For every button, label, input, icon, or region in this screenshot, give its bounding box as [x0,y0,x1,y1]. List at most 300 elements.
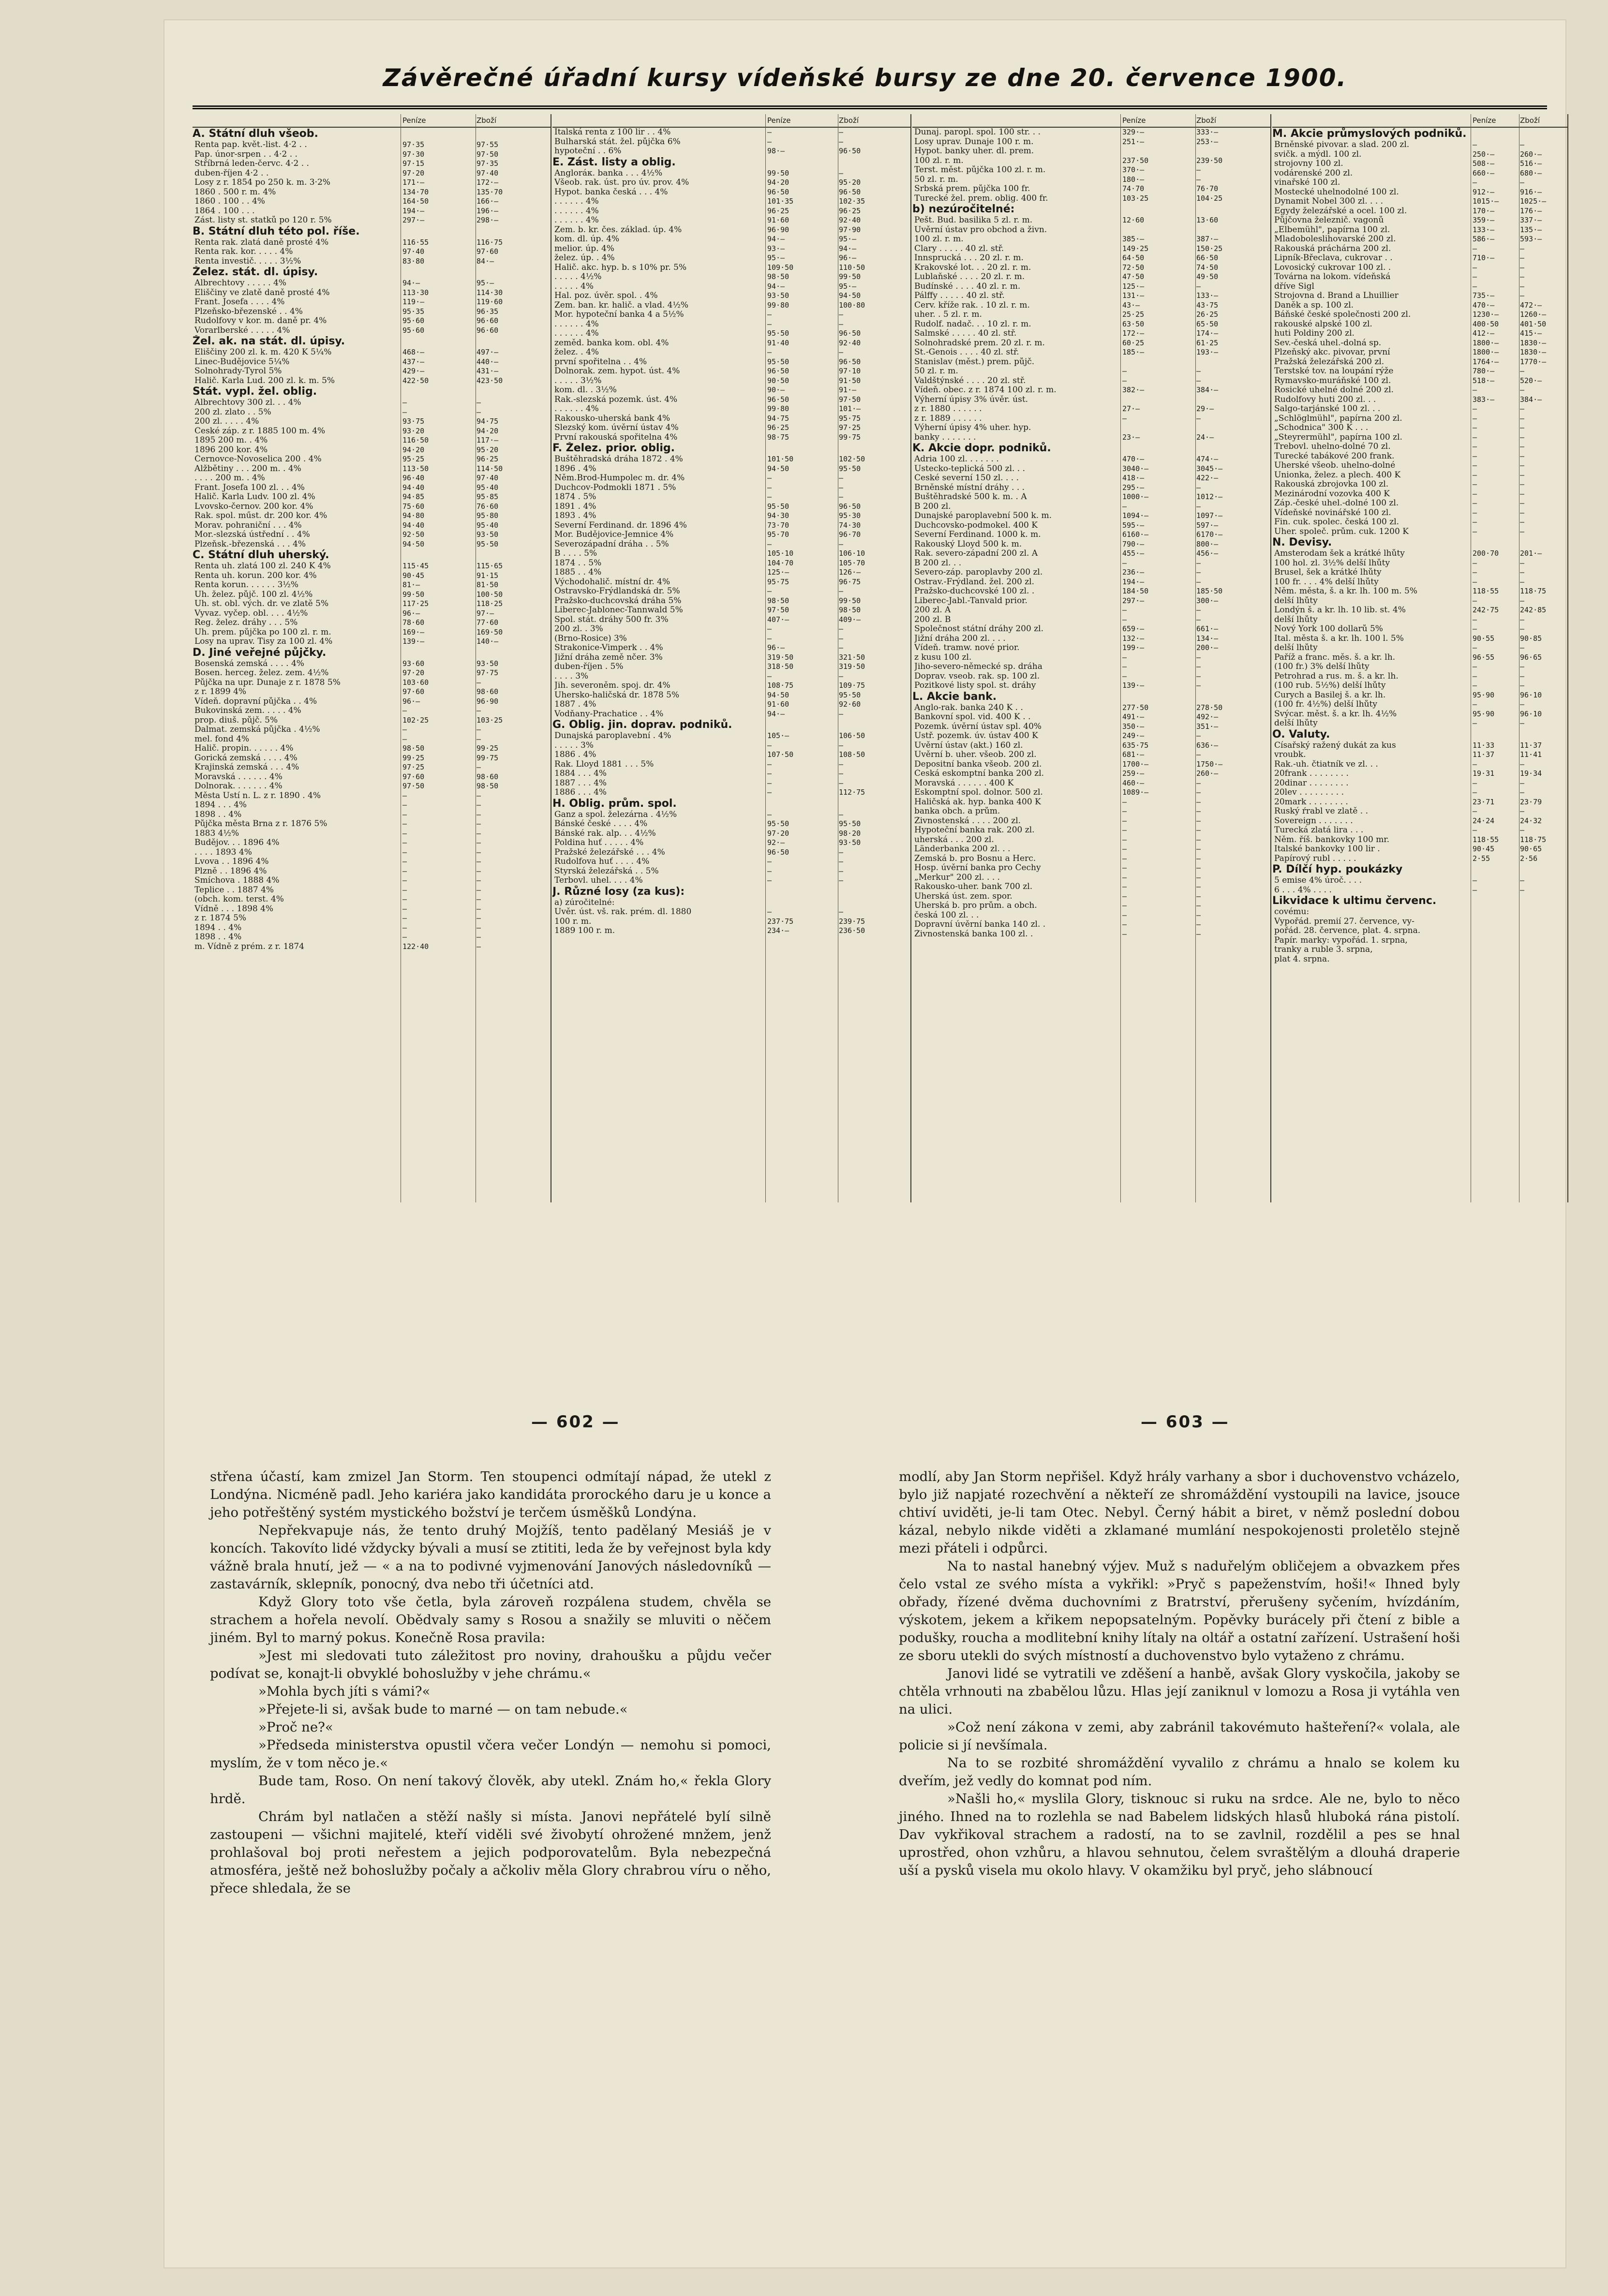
security-name: B 200 zl. . . [914,558,962,568]
price-goods: — [1520,643,1525,652]
price-goods: 96·70 [839,530,861,539]
quote-row [552,433,910,443]
quote-row [552,710,910,719]
price-money: 236·— [1122,568,1145,577]
price-money: — [767,128,772,136]
security-name: 100 r. m. [554,917,592,926]
security-name: . . . . . . 4% [554,404,599,414]
quote-column-3 [912,114,1271,1202]
price-money: 96·— [767,643,785,652]
page-number-left: — 602 — [531,1412,620,1432]
quote-row [912,194,1270,204]
quote-row [193,398,551,408]
quote-row [912,920,1270,930]
price-money: — [1473,489,1477,498]
price-goods: — [839,474,844,482]
quote-row [912,128,1270,137]
price-goods: 98·20 [839,829,861,838]
security-name: Hypoteční banka rak. 200 zl. [914,826,1035,835]
quote-row [552,691,910,700]
price-money: 470·— [1122,455,1145,463]
quote-row [193,754,551,763]
price-money: 93·— [767,244,785,253]
security-name: B . . . . 5% [554,549,597,558]
price-money: 422·50 [402,376,429,385]
price-money: — [1122,662,1127,671]
price-money: 95·60 [402,316,425,325]
price-goods: — [839,847,844,857]
price-money: — [1473,385,1477,394]
price-goods: 298·— [476,216,499,224]
security-name: 5 emise 4% úroč. . . . [1274,876,1362,885]
header-goods: Zboží [1520,116,1540,125]
quote-row [1272,480,1567,489]
security-name: Rak.-uh. čtiatník ve zl. . . [1274,759,1378,769]
price-goods: 76·60 [476,502,499,511]
security-name: 50 zl. r. m. [914,175,958,184]
article-paragraph: Nepřekvapuje nás, že tento druhý Mojžíš, tento padělaný Mesiáš je v koncích. Takovíto lidé vždycky bývali a musí se ztititi, leda že by veřejnost byla kdy vážně brala hnutí, jež — « a na to podivné vyjmenování Janových následovníků — zastavárník, sklepník, ponocný, dva nebo tři účetníci atd. [210,1523,771,1592]
price-money: 6160·— [1122,530,1149,539]
price-goods: 94·20 [476,426,499,435]
price-goods: 99·50 [839,596,861,605]
quote-row [193,791,551,801]
security-name: 200 zl. B [914,615,951,624]
quote-row [1272,263,1567,273]
quote-row [1272,788,1567,798]
quote-row [912,433,1270,443]
price-goods: 300·— [1196,596,1219,605]
price-money: 1800·— [1473,348,1499,356]
price-goods: 95·20 [839,178,861,187]
security-name: 50 zl. r. m. [914,367,958,376]
security-name: Losy uprav. Dunaje 100 r. m. [914,137,1034,147]
quote-row [193,942,551,952]
security-name: Lvovsko-černov. 200 kor. 4% [194,502,313,511]
security-name: banka obch. a prům. [914,807,1000,816]
security-name: 20frank . . . . . . . . [1274,769,1349,778]
price-money: 329·— [1122,128,1145,136]
quote-row [1272,216,1567,225]
quote-row [193,716,551,726]
security-name: Severozápadní dráha . . 5% [554,539,669,549]
section-heading [912,442,1270,455]
price-money: — [767,137,772,146]
quote-row [912,901,1270,911]
price-goods: — [839,709,844,718]
price-money: — [402,791,407,800]
price-goods: — [476,763,481,771]
quote-row [912,559,1270,568]
quote-row [912,634,1270,644]
quote-row [1272,188,1567,197]
price-goods: 95·50 [476,539,499,548]
price-goods: — [1520,759,1525,769]
quote-row [193,829,551,839]
price-goods: — [476,838,481,847]
security-name: 200 zl. A [914,606,951,615]
price-money: 90·45 [1473,844,1495,853]
price-money: — [402,819,407,828]
security-name: 1885 . . 4% [554,568,602,577]
security-name: Krakovské lot. . . 20 zl. r. m. [914,263,1031,272]
price-goods: 94·— [839,244,857,253]
header-money: Peníze [767,116,791,125]
price-money: 180·— [1122,175,1145,184]
price-goods: 93·50 [476,659,499,668]
price-money: 93·50 [767,291,789,300]
security-name: F. Želez. prior. oblig. [552,442,675,454]
price-money: — [1122,367,1127,375]
quote-row [912,216,1270,225]
security-name: (100 rub. 5½%) delší lhůty [1274,681,1386,690]
price-money: 93·20 [402,426,425,435]
quote-row [193,886,551,895]
quote-row [193,609,551,619]
price-money: 297·— [1122,596,1145,605]
quote-row [193,904,551,914]
price-money: 455·— [1122,549,1145,558]
price-money: — [1473,615,1477,624]
price-money: 94·20 [402,445,425,454]
price-money: — [402,847,407,857]
quote-row [552,917,910,927]
security-name: Plzeňský akc. pivovar, první [1274,348,1390,357]
quote-row [552,225,910,235]
quote-row [552,681,910,691]
security-name: Halič. Karla Ludv. 100 zl. 4% [194,492,315,502]
price-goods: — [476,857,481,866]
quote-row [552,492,910,502]
quote-row [193,445,551,455]
security-name: Uherská úst. zem. spor. [914,891,1012,901]
price-goods: — [839,643,844,652]
quote-row [193,169,551,178]
price-money: 11·37 [1473,750,1495,759]
price-goods: — [1520,244,1525,253]
security-name: 1894 . . . 4% [194,800,247,810]
security-name: Eliščiny 200 zl. k. m. 420 K 5¼% [194,348,332,357]
header-money: Peníze [1122,116,1146,125]
price-goods: — [839,866,844,875]
price-goods: 1260·— [1520,310,1547,319]
price-money: 94·50 [767,464,789,473]
price-money: 194·— [1122,577,1145,586]
price-money: 780·— [1473,367,1495,375]
quote-row [912,854,1270,864]
price-money: 78·60 [402,618,425,627]
security-name: Brněnské pivovar. a slad. 200 zl. [1274,140,1410,149]
price-money: — [1122,816,1127,825]
price-goods: 96·10 [1520,709,1542,718]
security-name: Lublaňské . . . . 20 zl. r. m. [914,272,1025,281]
price-money: 97·40 [402,247,425,256]
quote-row [912,606,1270,615]
price-money: 249·— [1122,731,1145,740]
price-goods: 337·— [1520,216,1542,224]
quote-row [912,235,1270,244]
price-money: — [767,907,772,916]
security-name: Uh. želez. půjč. 100 zl. 4½% [194,590,313,599]
price-money: — [767,857,772,866]
security-name: Mor. hypoteční banka 4 a 5½% [554,310,684,319]
security-name: pořád. 28. července, plat. 4. srpna. [1274,926,1421,935]
quote-row [1272,320,1567,329]
security-name: Slezský kom. úvěrní ústav 4% [554,423,679,432]
price-goods: 415·— [1520,329,1542,338]
price-money: 97·50 [402,782,425,790]
price-money: 118·55 [1473,587,1499,595]
security-name: Ganz a spol. železárna . 4½% [554,810,677,819]
security-name: 100 fr. . . . 4% delší lhůty [1274,577,1379,587]
security-name: J. Různé losy (za kus): [552,885,685,898]
price-money: 105·— [767,731,789,740]
price-money: 1089·— [1122,788,1149,797]
security-name: Bosen. herceg. želez. zem. 4½% [194,668,329,678]
price-money: — [402,914,407,922]
price-money: 74·70 [1122,184,1145,193]
security-name: Živnostenská banka 100 zl. . [914,929,1033,939]
quote-row [552,339,910,348]
quote-row [193,628,551,637]
quote-row [552,741,910,751]
quote-row [193,540,551,549]
quote-row [552,819,910,829]
security-name: Sev.-česká uhel.-dolná sp. [1274,338,1382,348]
price-money: 468·— [402,348,425,356]
price-money: 382·— [1122,385,1145,394]
quote-row [552,272,910,282]
security-name: z r. 1880 . . . . . . [914,404,982,414]
price-money: 96·— [402,608,420,618]
security-name: Pozemk. úvěrní ústav spl. 40% [914,722,1042,731]
price-goods: 680·— [1520,168,1542,178]
price-money: — [1473,719,1477,727]
quote-row [1272,140,1567,150]
security-name: Daněk a sp. 100 zl. [1274,300,1354,310]
price-goods: 97·55 [476,140,499,149]
price-goods: 1830·— [1520,338,1547,347]
security-name: 1896 200 kor. 4% [194,445,268,455]
quote-row [912,329,1270,339]
price-money: 659·— [1122,624,1145,633]
security-name: Moravská . . . . . . 400 K [914,778,1014,788]
price-money: 104·70 [767,558,794,567]
quote-row [1272,955,1567,964]
price-goods: 135·70 [476,187,503,196]
price-goods: 593·— [1520,235,1542,243]
security-name: Halič. propin. . . . . . 4% [194,744,294,753]
price-goods: 636·— [1196,741,1219,750]
security-name: Krajinská zemská . . . 4% [194,763,299,772]
security-name: G. Oblig. jin. doprav. podniků. [552,719,732,731]
quote-row [552,404,910,414]
price-money: — [767,539,772,548]
price-money: 103·25 [1122,193,1149,203]
price-goods: 166·— [476,197,499,206]
price-goods: 1830·— [1520,348,1547,356]
quote-row [912,653,1270,663]
security-name: Vorarlberské . . . . . 4% [194,326,290,335]
price-money: 94·— [767,281,785,291]
security-name: (obch. kom. terst. 4% [194,895,284,904]
quote-row [1272,348,1567,357]
security-name: Rak. Lloyd 1881 . . . 5% [554,759,654,769]
price-goods: — [839,810,844,819]
security-name: Stříbrná leden-červc. 4·2 . . [194,159,309,168]
security-name: Rakousko-uher. bank 700 zl. [914,882,1033,891]
quote-row [1272,798,1567,807]
price-money: — [1473,518,1477,526]
price-goods: 77·60 [476,618,499,627]
security-name: z r. 1899 4% [194,687,247,696]
security-name: 1891 . 4% [554,502,596,511]
quote-row [193,279,551,288]
price-goods: — [476,904,481,913]
price-money: — [767,788,772,797]
quote-row [1272,876,1567,886]
security-name: Brusel, šek a krátké lhůty [1274,568,1382,577]
quote-row [193,150,551,160]
quote-row [1272,414,1567,424]
price-goods: 106·50 [839,731,865,740]
quote-row [1272,700,1567,710]
security-name: Anglo-rak. banka 240 K . . [914,703,1023,712]
price-goods: — [839,319,844,328]
quote-row [193,436,551,445]
quote-row [912,156,1270,166]
quote-row [1272,253,1567,263]
price-goods: — [476,678,481,687]
price-goods: 520·— [1520,376,1542,385]
price-goods: 97·60 [476,247,499,256]
security-name: Liberec-Jabl.-Tanvald prior. [914,596,1027,606]
price-money: 149·25 [1122,244,1149,253]
price-money: 172·— [1122,329,1145,338]
price-money: — [1122,414,1127,423]
security-name: covému: [1274,907,1310,917]
price-goods: 440·— [476,357,499,366]
quote-row [552,253,910,263]
price-money: — [767,810,772,819]
price-goods: 95·40 [476,520,499,530]
security-name: Dopravní úvěrní banka 140 zl. . [914,920,1046,929]
section-heading [193,335,551,348]
security-name: Poldina huť . . . . . 4% [554,838,644,847]
price-goods: — [1520,414,1525,423]
security-name: 1894 . . 4% [194,923,242,933]
security-name: Buštěhradské 500 k. m. . A [914,492,1027,502]
article-text-right [899,1468,1460,1880]
quote-row [552,282,910,292]
price-money: 234·— [767,926,789,935]
price-goods: — [1520,281,1525,291]
quote-row [552,549,910,559]
quote-row [1272,835,1567,845]
security-name: . . . . 1893 4% [194,847,252,857]
section-heading [193,266,551,279]
price-money: 94·20 [767,178,789,187]
price-goods: 200·— [1196,643,1219,652]
price-goods: 96·60 [476,316,499,325]
price-money: — [767,671,772,681]
quote-column-1 [193,114,551,1202]
price-money: 319·50 [767,652,794,662]
quote-row [1272,178,1567,188]
price-goods: 106·10 [839,549,865,558]
header-goods: Zboží [476,116,497,125]
price-goods: 96·50 [839,329,861,338]
price-money: — [402,885,407,894]
quote-row [912,816,1270,826]
quote-row [552,568,910,578]
header-goods: Zboží [1196,116,1217,125]
price-money: — [767,319,772,328]
price-goods: — [1520,291,1525,300]
price-money: 94·40 [402,520,425,530]
security-name: A. Státní dluh všeob. [193,128,318,140]
quote-row [912,578,1270,587]
price-goods: 92·40 [839,338,861,347]
price-goods: 96·50 [839,147,861,155]
price-goods: — [476,725,481,734]
security-name: Šalgo-tarjánské 100 zl. . . [1274,404,1381,414]
security-name: Buštěhradská dráha 1872 . 4% [554,455,683,464]
quote-row [912,455,1270,464]
price-money: 95·90 [1473,690,1495,699]
security-name: Půjčovna železnič. vagonů [1274,216,1384,225]
price-goods: — [476,800,481,809]
quote-row [1272,844,1567,854]
security-name: Budínské . . . . 40 zl. r. m. [914,281,1021,291]
price-money: 1015·— [1473,197,1499,206]
security-name: želez. . 4% [554,348,599,357]
quote-row [552,464,910,474]
security-name: Ústř. pozemk. úv. ústav 400 K [914,731,1038,741]
price-money: — [1122,901,1127,910]
security-name: Sovereign . . . . . . . [1274,816,1353,826]
security-name: Länderbanka 200 zl. . . [914,844,1011,854]
security-name: České záp. z r. 1885 100 m. 4% [194,426,326,436]
price-money: — [402,904,407,913]
security-name: 1874 . 5% [554,492,596,502]
price-money: 125·— [767,568,789,577]
price-goods: 409·— [839,615,861,624]
price-money: 24·24 [1473,816,1495,825]
title-rule [193,105,1547,109]
quote-row [1272,549,1567,559]
price-money: — [1473,281,1477,291]
quote-row [1272,596,1567,606]
price-goods: 236·50 [839,926,865,935]
price-goods: 1025·— [1520,197,1547,206]
security-name: Uh. prem. půjčka po 100 zl. r. m. [194,627,331,637]
quote-row [193,238,551,248]
quote-row [1272,385,1567,395]
price-goods: — [1196,281,1201,291]
price-money: 101·50 [767,455,794,463]
article-paragraph: Když Glory toto vše četla, byla zároveň rozpálena studem, chvěla se strachem a hořela nevolí. Obědvaly samy s Rosou a snažily se mluviti o něčem jiném. Byl to marný pokus. Konečně Rosa pravila: [210,1594,771,1645]
quote-row [193,188,551,197]
price-goods: — [1196,854,1201,863]
price-money: 91·60 [767,216,789,224]
security-name: (Brno-Rosice) 3% [554,634,627,643]
price-goods: — [1196,165,1201,174]
price-goods: 174·— [1196,329,1219,338]
price-money: 119·— [402,297,425,306]
price-goods: 24·— [1196,432,1214,442]
price-goods: 1012·— [1196,492,1223,501]
quote-row [193,772,551,782]
